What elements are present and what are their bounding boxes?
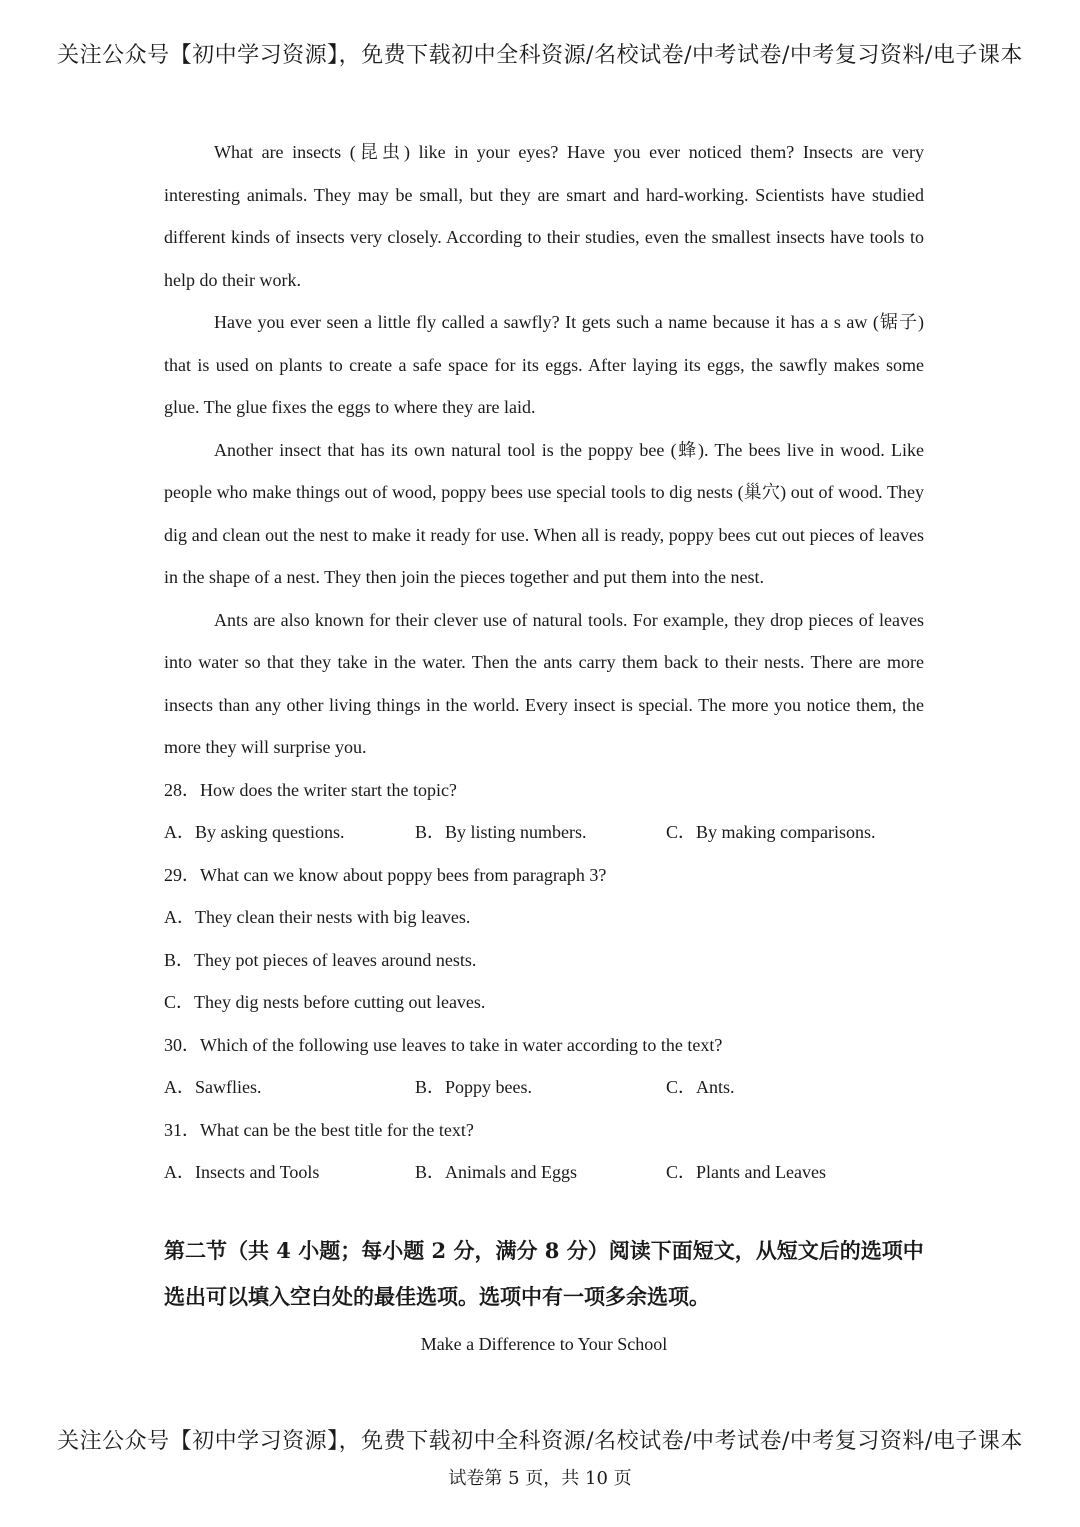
question-30-stem: 30．Which of the following use leaves to take in water according to the text? xyxy=(164,1034,723,1055)
footer-banner: 关注公众号【初中学习资源】，免费下载初中全科资源/名校试卷/中考试卷/中考复习资料/电子课本 xyxy=(57,1429,1023,1454)
question-29-option-b: B．They pot pieces of leaves around nests. xyxy=(164,949,477,970)
passage-paragraph-3: Another insect that has its own natural tool is the poppy bee (蜂). The bees live in wood. Like people who make things out of wood, poppy bees use special tools to dig nests (巢穴) out of wood. They dig and clean out the nest to make it ready for use. When all is ready, poppy bees cut out pieces of leaves in the shape of a nest. They then join the pieces together and put them into the nest. xyxy=(164,439,924,587)
question-29-stem: 29．What can we know about poppy bees from paragraph 3? xyxy=(164,864,607,885)
question-30-option-b: B．Poppy bees. xyxy=(415,1077,532,1097)
header-banner: 关注公众号【初中学习资源】，免费下载初中全科资源/名校试卷/中考试卷/中考复习资料/电子课本 xyxy=(57,43,1023,68)
question-31-option-b: B．Animals and Eggs xyxy=(415,1162,577,1182)
question-30-options xyxy=(164,1066,924,1109)
page-content xyxy=(164,131,924,1365)
passage-paragraph-4: Ants are also known for their clever use of natural tools. For example, they drop pieces of leaves into water so that they take in the water. Then the ants carry them back to their nests. There are more insects than any other living things in the world. Every insect is special. The more you notice them, the more they will surprise you. xyxy=(164,609,924,757)
question-28-stem: 28．How does the writer start the topic? xyxy=(164,779,457,800)
question-28-option-a: A．By asking questions. xyxy=(164,822,345,842)
page-number: 试卷第 5 页，共 10 页 xyxy=(448,1468,632,1489)
question-31-option-c: C．Plants and Leaves xyxy=(666,1162,826,1182)
question-30-option-a: A．Sawflies. xyxy=(164,1077,262,1097)
question-28-option-c: C．By making comparisons. xyxy=(666,822,876,842)
question-30-option-c: C．Ants. xyxy=(666,1077,735,1097)
passage-paragraph-2: Have you ever seen a little fly called a sawfly? It gets such a name because it has a s aw (锯子) that is used on plants to create a safe space for its eggs. After laying its eggs, the sawfly makes some glue. The glue fixes the eggs to where they are laid. xyxy=(164,312,924,417)
question-31-stem: 31．What can be the best title for the text? xyxy=(164,1119,474,1140)
section-2-passage-title: Make a Difference to Your School xyxy=(420,1333,668,1354)
section-2-instruction: 第二节（共 4 小题；每小题 2 分，满分 8 分）阅读下面短文，从短文后的选项中选出可以填入空白处的最佳选项。选项中有一项多余选项。 xyxy=(164,1237,924,1309)
question-31-option-a: A．Insects and Tools xyxy=(164,1162,320,1182)
passage-paragraph-1: What are insects (昆虫) like in your eyes? Have you ever noticed them? Insects are very interesting animals. They may be small, but they are smart and hard-working. Scientists have studied different kinds of insects very closely. According to their studies, even the smallest insects have tools to help do their work. xyxy=(164,142,924,290)
question-29-option-c: C．They dig nests before cutting out leaves. xyxy=(164,992,486,1012)
question-28-option-b: B．By listing numbers. xyxy=(415,822,587,842)
question-28-options xyxy=(164,811,924,854)
question-31-options xyxy=(164,1151,924,1194)
question-29-option-a: A．They clean their nests with big leaves. xyxy=(164,907,471,927)
